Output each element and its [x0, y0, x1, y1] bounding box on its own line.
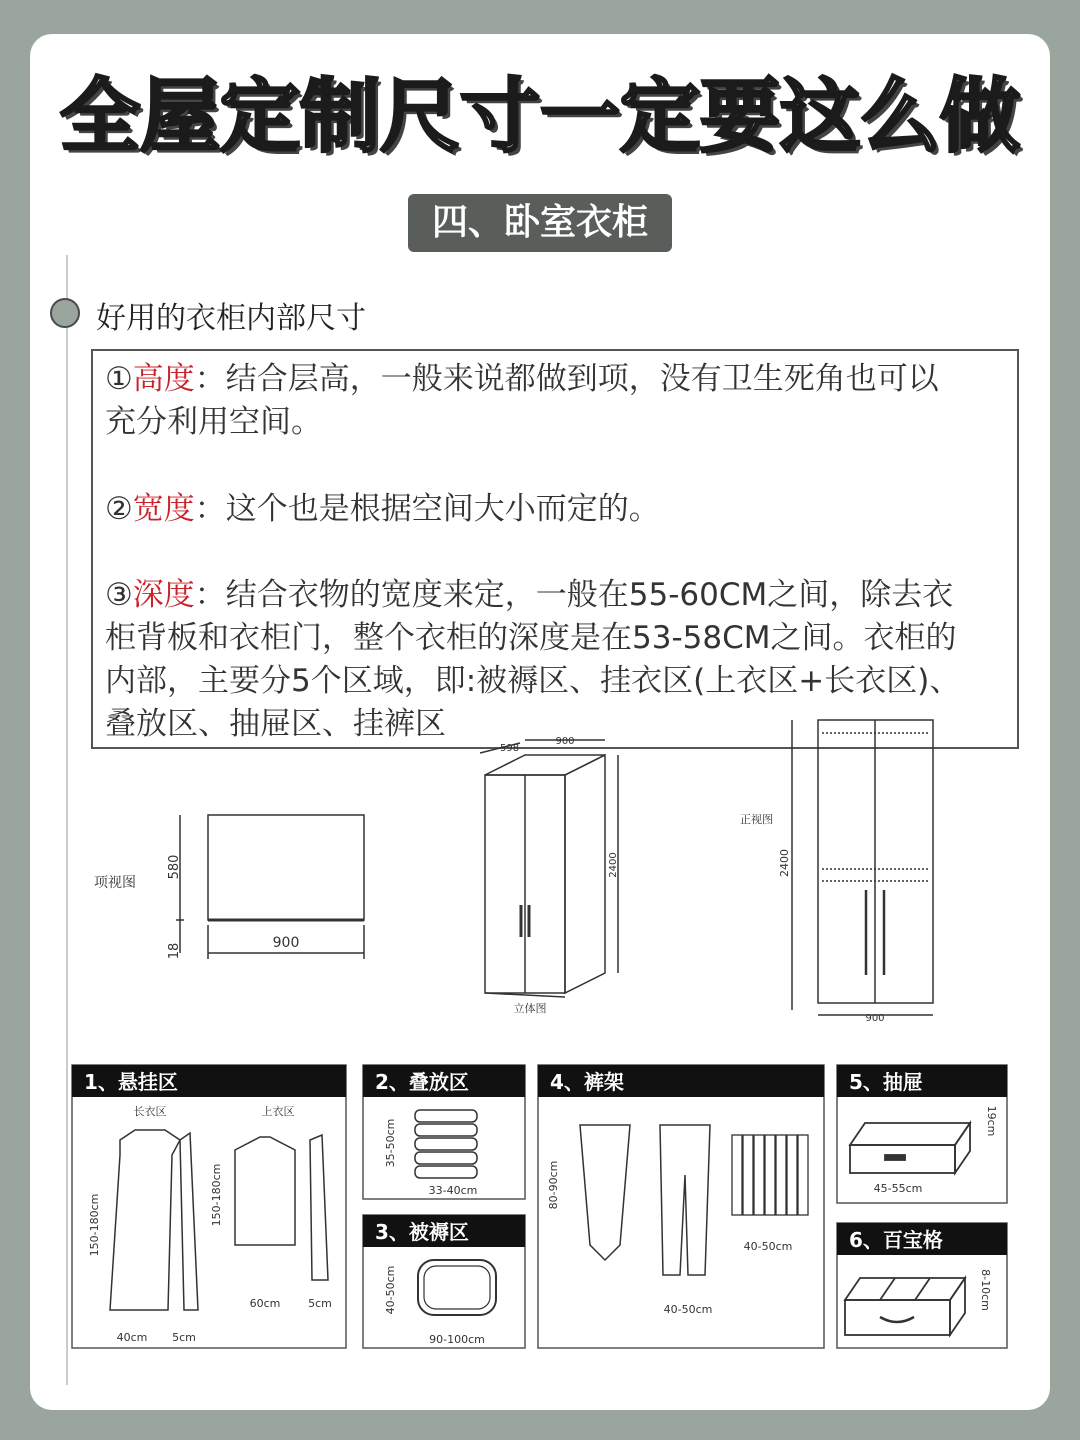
section-heading: 好用的衣柜内部尺寸: [96, 301, 366, 336]
front-view-label: 正视图: [740, 813, 773, 826]
iso-label: 立体图: [513, 1002, 547, 1015]
top-side-label: 5cm: [308, 1297, 332, 1310]
pants-height-label: 80-90cm: [547, 1160, 560, 1210]
top-depth-label: 580: [167, 854, 182, 880]
iso-view-drawing: [480, 740, 618, 997]
top-view-drawing: [176, 815, 364, 959]
front-height-label: 2400: [778, 849, 791, 877]
top-view-label: 项视图: [94, 875, 136, 891]
stack-width-label: 33-40cm: [428, 1184, 478, 1197]
wardrobe-drawings: [60, 715, 1020, 1045]
drawer-width-label: 45-55cm: [873, 1182, 923, 1195]
long-coat-label: 长衣区: [133, 1105, 167, 1118]
long-height-label: 150-180cm: [88, 1193, 101, 1257]
panel-treasure: [837, 1223, 1007, 1348]
item-height: ①高度：结合层高，一般来说都做到项，没有卫生死角也可以 充分利用空间。: [105, 361, 939, 440]
iso-width-label: 900: [555, 736, 575, 747]
bedding-width-label: 90-100cm: [429, 1333, 485, 1346]
panel-bedding: [363, 1215, 525, 1348]
iso-height-label: 2400: [608, 852, 619, 878]
item-width: ②宽度：这个也是根据空间大小而定的。: [105, 491, 660, 527]
zone-panels: [60, 1055, 1020, 1355]
trousers-width-label: 40-50cm: [663, 1303, 713, 1316]
panel-hanging: [72, 1065, 346, 1348]
long-width-label: 40cm: [116, 1331, 148, 1344]
panel-pants-title: 4、裤架: [550, 1070, 624, 1094]
top-width-label: 900: [272, 935, 300, 951]
front-width-label: 900: [865, 1013, 885, 1024]
item-depth: ③深度：结合衣物的宽度来定，一般在55-60CM之间，除去衣 柜背板和衣柜门，整个衣柜的深度是在53-58CM之间。衣柜的 内部，主要分5个区域，即:被褥区、挂衣区(上衣区+长衣区)、 叠放区、抽屉区、挂裤区: [105, 577, 961, 742]
panel-stack: [363, 1065, 525, 1199]
treasure-height-label: 8-10cm: [979, 1269, 992, 1311]
stack-height-label: 35-50cm: [384, 1118, 397, 1168]
panel-pants: [538, 1065, 824, 1348]
page-title: 全屋定制尺寸一定要这么做: [60, 70, 1020, 163]
front-view-drawing: [792, 720, 933, 1015]
panel-stack-title: 2、叠放区: [375, 1070, 469, 1094]
bullet-dot-icon: [50, 298, 80, 328]
panel-treasure-title: 6、百宝格: [849, 1228, 943, 1252]
top-extra-label: 18: [167, 942, 182, 960]
bedding-height-label: 40-50cm: [384, 1265, 397, 1315]
top-height-label: 150-180cm: [210, 1163, 223, 1227]
panel-bedding-title: 3、被褥区: [375, 1220, 469, 1244]
section-badge: 四、卧室衣柜: [408, 194, 672, 252]
top-coat-label: 上衣区: [261, 1105, 295, 1118]
iso-depth-label: 598: [500, 743, 520, 754]
panel-drawer-title: 5、抽屉: [849, 1070, 923, 1094]
rack-width-label: 40-50cm: [743, 1240, 793, 1253]
long-side-label: 5cm: [172, 1331, 196, 1344]
drawer-height-label: 19cm: [985, 1105, 998, 1137]
top-width-label-panel: 60cm: [249, 1297, 281, 1310]
panel-drawer: [837, 1065, 1007, 1203]
panel-hanging-title: 1、悬挂区: [84, 1070, 178, 1094]
